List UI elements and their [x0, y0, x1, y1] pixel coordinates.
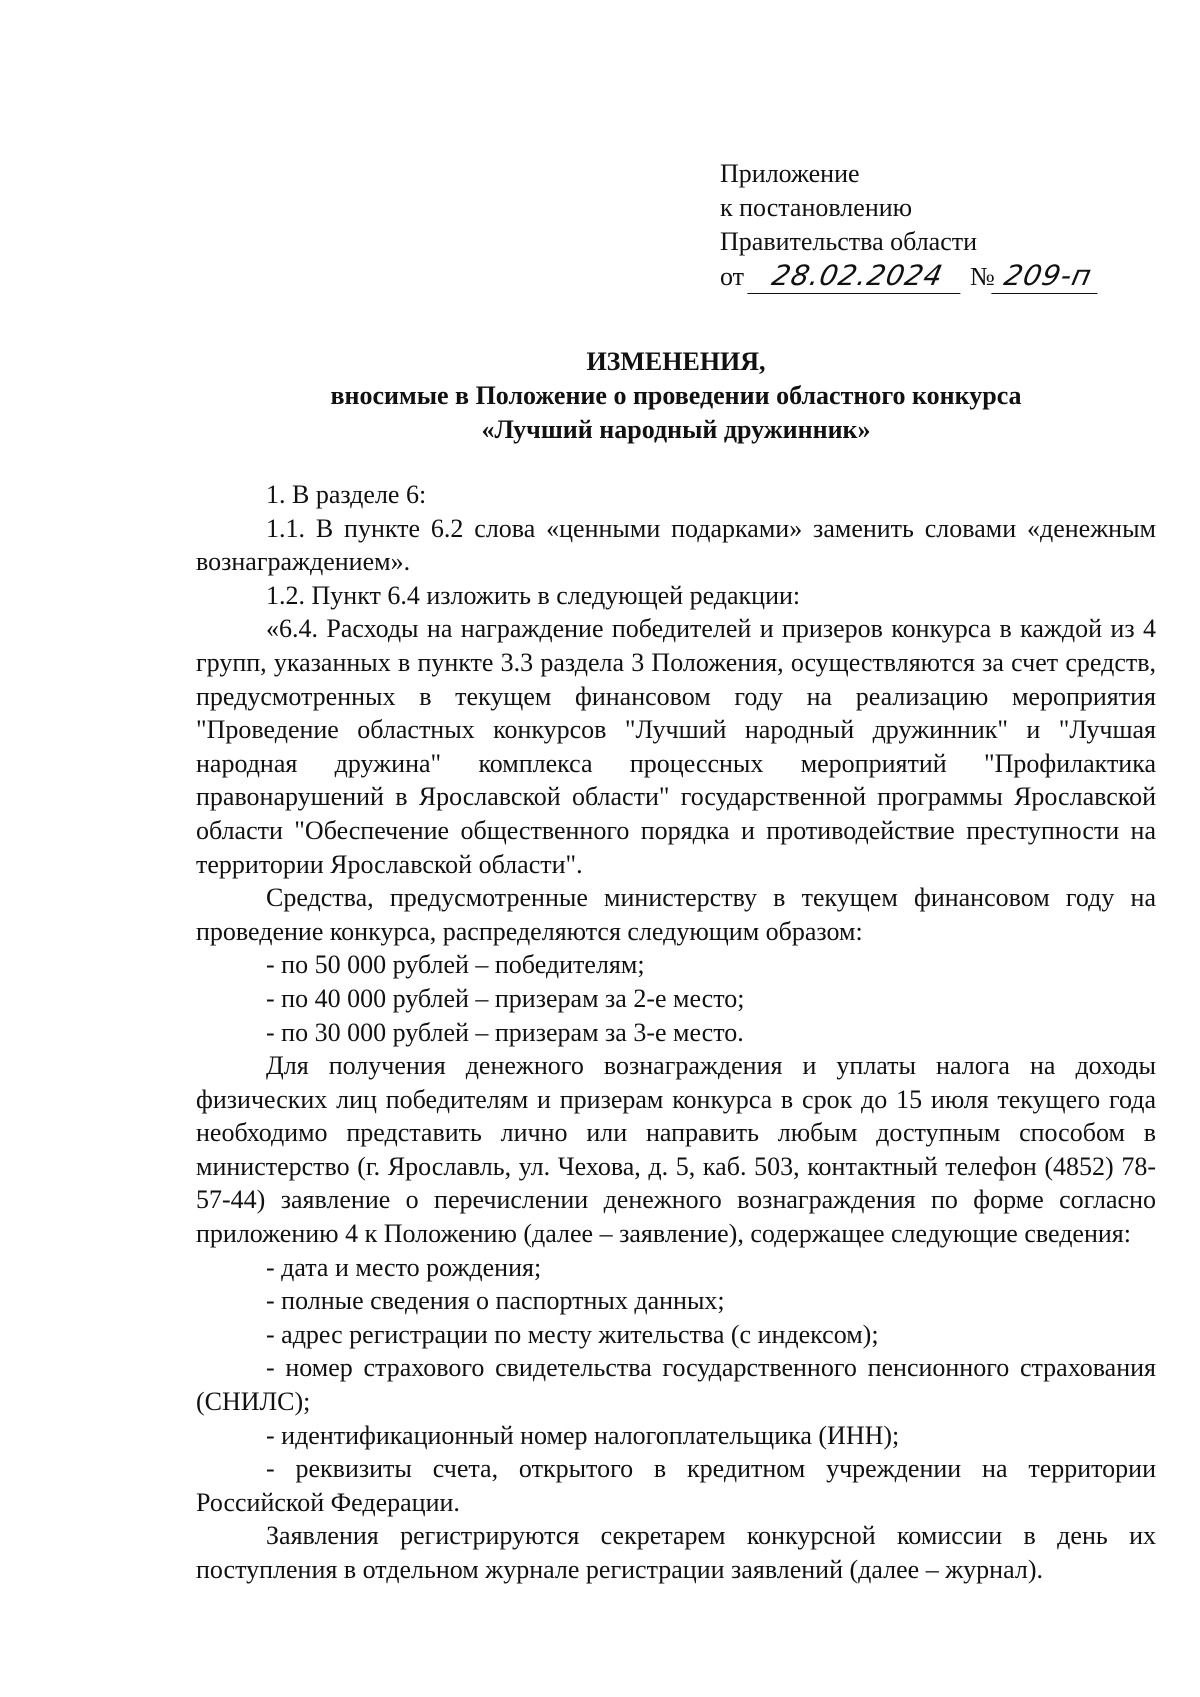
title-line-3: «Лучший народный дружинник»: [481, 415, 871, 444]
handwritten-number: 209-п: [991, 259, 1104, 294]
list-item: - адрес регистрации по месту жительства (с индексом);: [266, 1319, 879, 1349]
paragraph: 1.1. В пункте 6.2 слова «ценными подарками» заменить словами «денежным вознаграждением».: [196, 513, 1156, 577]
title-line-1: ИЗМЕНЕНИЯ,: [586, 347, 766, 376]
handwritten-date: 28.02.2024: [747, 259, 967, 294]
list-item: - полные сведения о паспортных данных;: [266, 1286, 725, 1316]
paragraph: 1.2. Пункт 6.4 изложить в следующей редакции:: [266, 580, 801, 610]
paragraph: Заявления регистрируются секретарем конкурсной комиссии в день их поступления в отдельном журнале регистрации заявлений (далее – журнал).: [196, 1521, 1156, 1584]
from-label: от: [720, 262, 745, 291]
appendix-line-1: Приложение: [720, 159, 860, 188]
appendix-date-number-line: [720, 259, 1101, 294]
appendix-line-2: к постановлению: [720, 193, 913, 222]
list-item: - по 30 000 рублей – призерам за 3-е место.: [266, 1017, 744, 1047]
paragraph: 1. В разделе 6:: [266, 480, 427, 509]
list-item: - номер страхового свидетельства государственного пенсионного страхования (СНИЛС);: [196, 1353, 1156, 1417]
paragraph: Средства, предусмотренные министерству в текущем финансовом году на проведение конкурса, распределяются следующим образом:: [196, 883, 1156, 946]
document-title: [196, 345, 1156, 447]
paragraph: «6.4. Расходы на награждение победителей и призеров конкурса в каждой из 4 групп, указанных в пункте 3.3 раздела 3 Положения, осуществляются за счет средств, предусмотренных в текущем финансовом году на реализацию мероприятия "Проведение областных конкурсов "Лучший народный дружинник" и "Лучшая народная дружина" комплекса процессных мероприятий "Профилактика правонарушений в Ярославской области" государственной программы Ярославской области "Обеспечение общественного порядка и противодействие преступности на территории Ярославской области".: [196, 614, 1156, 879]
list-item: - реквизиты счета, открытого в кредитном учреждении на территории Российской Федерации.: [196, 1454, 1156, 1517]
list-item: - по 50 000 рублей – победителям;: [266, 950, 645, 980]
title-line-2: вносимые в Положение о проведении областного конкурса: [330, 381, 1022, 410]
document-body: [196, 478, 1156, 1587]
appendix-header: [720, 157, 1101, 294]
list-item: - по 40 000 рублей – призерам за 2-е место;: [266, 983, 745, 1013]
list-item: - идентификационный номер налогоплательщика (ИНН);: [266, 1420, 900, 1450]
number-label: №: [970, 262, 995, 291]
list-item: - дата и место рождения;: [266, 1252, 542, 1282]
paragraph: Для получения денежного вознаграждения и уплаты налога на доходы физических лиц победителям и призерам конкурса в срок до 15 июля текущего года необходимо представить лично или направить любым доступным способом в министерство (г. Ярославль, ул. Чехова, д. 5, каб. 503, контактный телефон (4852) 78-57-44) заявление о перечислении денежного вознаграждения по форме согласно приложению 4 к Положению (далее – заявление), содержащее следующие сведения:: [196, 1051, 1156, 1249]
appendix-line-3: Правительства области: [720, 227, 978, 256]
